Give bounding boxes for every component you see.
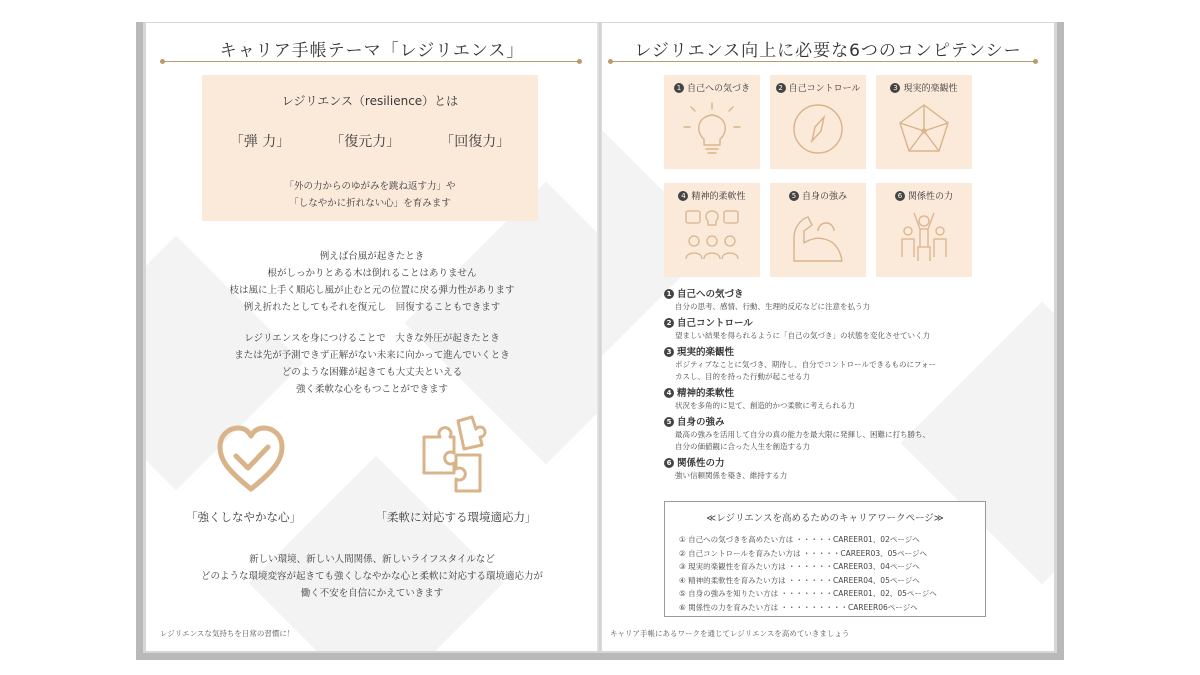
definition-line: 「しなやかに折れない心」を育みます: [289, 198, 451, 209]
number-badge: 1: [664, 289, 674, 299]
definition-word: 「回復力」: [440, 134, 511, 150]
item-description: 強い信頼関係を築き、維持する力: [675, 471, 788, 480]
compass-icon: [788, 99, 848, 159]
item-description: 最高の強みを活用して自分の真の能力を最大限に発揮し、困難に打ち勝ち、: [675, 430, 930, 439]
item-title-text: 関係性の力: [677, 458, 725, 469]
number-badge: 3: [664, 347, 674, 357]
paragraph-line: 例え折れたとしてもそれを復元し 回復することもできます: [243, 302, 501, 313]
tile-label-text: 自己コントロール: [788, 84, 861, 94]
tile-label-text: 現実的楽観性: [903, 84, 958, 94]
left-page: [146, 23, 598, 651]
number-badge: 5: [789, 191, 799, 201]
page-title: キャリア手帳テーマ「レジリエンス」: [219, 41, 525, 61]
pentagon-icon: [894, 99, 954, 159]
group-idea-icon: [682, 207, 742, 267]
lightbulb-icon: [682, 99, 742, 159]
item-description: 状況を多角的に見て、創造的かつ柔軟に考えられる力: [675, 401, 855, 410]
paragraph-line: どのような困難が起きても大丈夫といえる: [281, 367, 463, 378]
list-item: [664, 317, 984, 342]
work-line: ⑤ 自身の強みを知りたい方は ・・・・・・・CAREER01、02、05ページへ: [679, 589, 937, 599]
title-divider: [610, 61, 1036, 62]
paragraph-line: 働く不安を自信にかえていきます: [300, 588, 444, 599]
tile-label-text: 精神的柔軟性: [691, 192, 746, 202]
career-work-box: [664, 501, 986, 617]
number-badge: 4: [678, 191, 688, 201]
item-title: [664, 346, 984, 359]
competency-tile: [664, 183, 760, 277]
tile-label-text: 関係性の力: [907, 192, 953, 202]
number-badge: 5: [664, 417, 674, 427]
definition-word: 「弾 力」: [229, 134, 291, 150]
item-description: カスし、目的を持った行動が起こせる力: [675, 372, 810, 381]
definition-words: [202, 131, 538, 151]
title-divider: [162, 61, 580, 62]
item-title: [664, 317, 984, 330]
tile-label-text: 自己への気づき: [686, 84, 750, 94]
competency-tile: [770, 183, 866, 277]
definition-line: 「外の力からのゆがみを跳ね返す力」や: [284, 181, 456, 192]
competency-tile: [664, 75, 760, 169]
item-title: [664, 457, 984, 470]
work-box-list: [679, 533, 937, 615]
paragraph-line: 強く柔軟な心をもつことができます: [295, 384, 448, 395]
item-title-text: 自己への気づき: [677, 289, 744, 300]
item-description: 自分の思考、感情、行動、生理的反応などに注意を払う力: [675, 302, 870, 311]
list-item: [664, 457, 984, 482]
item-title: [664, 416, 984, 429]
definition-heading: レジリエンス（resilience）とは: [281, 94, 459, 108]
body-paragraph: [146, 551, 598, 602]
tile-label: [664, 81, 760, 94]
puzzle-pieces-icon: [418, 415, 488, 499]
item-title: [664, 288, 984, 301]
tile-label: [876, 189, 972, 202]
number-badge: 6: [895, 191, 905, 201]
tile-label: [876, 81, 972, 94]
team-icon: [894, 207, 954, 267]
paragraph-line: 枝は風に上手く順応し風が止むと元の位置に戻る弾力性があります: [229, 285, 515, 296]
item-description: 望ましい結果を得られるように「自己の気づき」の状態を変化させていく力: [675, 331, 930, 340]
paragraph-line: 例えば台風が起きたとき: [319, 251, 425, 262]
list-item: [664, 288, 984, 313]
paragraph-line: 根がしっかりとある木は倒れることはありません: [267, 268, 477, 279]
work-line: ⑥ 関係性の力を育みたい方は ・・・・・・・・・CAREER06ページへ: [679, 602, 918, 612]
definition-description: [202, 178, 538, 212]
competency-tile: [876, 75, 972, 169]
tile-label: [664, 189, 760, 202]
item-title-text: 自己コントロール: [677, 318, 753, 329]
definition-box: [202, 75, 538, 221]
page-footer: キャリア手帳にあるワークを通じてレジリエンスを高めていきましょう: [610, 629, 850, 638]
number-badge: 6: [664, 458, 674, 468]
definition-word: 「復元力」: [330, 134, 401, 150]
item-title-text: 精神的柔軟性: [677, 388, 735, 399]
item-description: ポジティブなことに気づき、期待し、自分でコントロールできるものにフォー: [675, 360, 937, 369]
paragraph-line: 新しい環境、新しい人間関係、新しいライフスタイルなど: [249, 554, 495, 565]
number-badge: 4: [664, 388, 674, 398]
body-paragraph: [146, 248, 598, 316]
list-item: [664, 387, 984, 412]
item-title-text: 自身の強み: [677, 417, 725, 428]
caption-strong-heart: 「強くしなやかな心」: [186, 510, 301, 524]
paragraph-line: または先が予測できず正解がない未来に向かって進んでいくとき: [234, 350, 510, 361]
number-badge: 1: [674, 83, 684, 93]
work-box-title: ≪レジリエンスを高めるためのキャリアワークページ≫: [706, 513, 944, 524]
item-description: 自分の価値観に合った人生を創造する力: [675, 442, 810, 451]
work-line: ③ 現実的楽観性を育みたい方は ・・・・・・CAREER03、04ページへ: [679, 562, 920, 572]
list-item: [664, 346, 984, 383]
tile-label: [770, 81, 866, 94]
competency-list: [664, 288, 984, 486]
list-item: [664, 416, 984, 453]
number-badge: 2: [776, 83, 786, 93]
tile-label: [770, 189, 866, 202]
body-paragraph: [146, 330, 598, 398]
paragraph-line: どのような環境変容が起きても強くしなやかな心と柔軟に対応する環境適応力が: [200, 571, 543, 582]
right-page: [602, 23, 1054, 651]
work-line: ④ 精神的柔軟性を育みたい方は ・・・・・・CAREER04、05ページへ: [679, 575, 920, 585]
item-title-text: 現実的楽観性: [677, 347, 735, 358]
muscle-arm-icon: [788, 207, 848, 267]
number-badge: 3: [890, 83, 900, 93]
page-title: レジリエンス向上に必要な6つのコンピテンシー: [634, 41, 1022, 61]
number-badge: 2: [664, 318, 674, 328]
paragraph-line: レジリエンスを身につけることで 大きな外圧が起きたとき: [244, 333, 500, 344]
work-line: ① 自己への気づきを高めたい方は ・・・・・CAREER01、02ページへ: [679, 535, 920, 544]
heart-check-icon: [216, 423, 286, 499]
competency-tile: [770, 75, 866, 169]
item-title: [664, 387, 984, 400]
competency-tile: [876, 183, 972, 277]
caption-adaptability: 「柔軟に対応する環境適応力」: [375, 510, 537, 524]
work-line: ② 自己コントロールを育みたい方は ・・・・・CAREER03、05ページへ: [679, 548, 928, 558]
tile-label-text: 自身の強み: [801, 192, 847, 202]
page-footer: レジリエンスな気持ちを日常の習慣に！: [160, 629, 295, 638]
